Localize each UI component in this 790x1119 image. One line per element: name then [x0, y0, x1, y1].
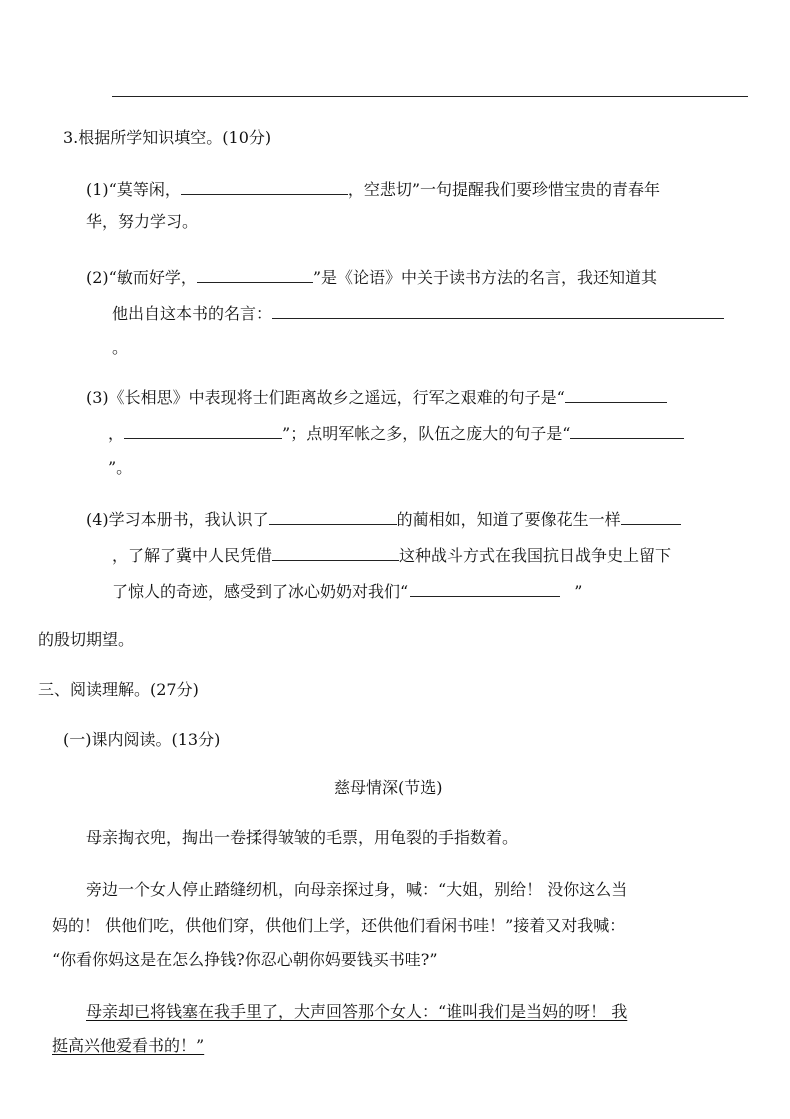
item-2-line-3: 。 [112, 338, 129, 357]
item-1-line-1 [86, 178, 660, 200]
item-4-text-e: 了惊人的奇迹，感受到了冰心奶奶对我们“ [112, 582, 409, 601]
passage-paragraph-3-line-1: 母亲却已将钱塞在我手里了，大声回答那个女人：“谁叫我们是当妈的呀！ 我 [86, 1002, 628, 1021]
item-1-text-b: ，空悲切”一句提醒我们要珍惜宝贵的青春年 [347, 180, 661, 199]
passage-title: 慈母情深(节选) [334, 778, 443, 797]
item-4-text-a: (4)学习本册书，我认识了 [86, 510, 269, 529]
item-4-line-4: 的殷切期望。 [38, 630, 135, 649]
item-2-text-c: 他出自这本书的名言： [112, 304, 273, 323]
item-2-text-a: (2)“敏而好学， [86, 268, 197, 287]
passage-paragraph-2-line-3: “你看你妈这是在怎么挣钱?你忍心朝你妈要钱买书哇?” [52, 950, 438, 969]
answer-blank-6[interactable] [570, 422, 684, 439]
item-1-line-2: 华，努力学习。 [86, 212, 199, 231]
item-3-line-2 [108, 422, 684, 444]
item-2-text-b: ”是《论语》中关于读书方法的名言，我还知道其 [312, 268, 658, 287]
answer-blank-5[interactable] [124, 422, 282, 439]
answer-blank-10[interactable] [410, 580, 560, 597]
item-4-line-1 [86, 508, 681, 530]
answer-blank-8[interactable] [621, 508, 681, 525]
top-rule [112, 96, 748, 97]
answer-blank-4[interactable] [565, 386, 667, 403]
item-3-text-b: ， [108, 424, 125, 443]
answer-blank-1[interactable] [181, 178, 348, 195]
question-3-title: 3.根据所学知识填空。(10分) [63, 128, 272, 147]
passage-paragraph-3-line-2: 挺高兴他爱看书的！” [52, 1036, 205, 1055]
subsection-1-title: (一)课内阅读。(13分) [63, 730, 221, 749]
answer-blank-7[interactable] [269, 508, 397, 525]
passage-paragraph-2-line-1: 旁边一个女人停止踏缝纫机，向母亲探过身，喊：“大姐，别给！ 没你这么当 [86, 880, 628, 899]
item-2-line-1 [86, 266, 657, 288]
item-4-text-c: ，了解了冀中人民凭借 [112, 546, 273, 565]
item-4-line-2 [112, 544, 671, 566]
section-3-title: 三、阅读理解。(27分) [38, 680, 199, 699]
item-4-text-b: 的蔺相如，知道了要像花生一样 [396, 510, 621, 529]
passage-paragraph-1: 母亲掏衣兜，掏出一卷揉得皱皱的毛票，用龟裂的手指数着。 [86, 828, 519, 847]
answer-blank-9[interactable] [272, 544, 399, 561]
item-2-line-2 [112, 302, 724, 324]
item-1-text-a: (1)“莫等闲， [86, 180, 181, 199]
answer-blank-2[interactable] [197, 266, 313, 283]
passage-paragraph-2-line-2: 妈的！ 供他们吃，供他们穿，供他们上学，还供他们看闲书哇！”接着又对我喊： [52, 916, 626, 935]
answer-blank-3[interactable] [272, 302, 724, 319]
item-3-line-1 [86, 386, 667, 408]
item-4-text-f: ” [574, 582, 583, 601]
item-3-line-3: ”。 [108, 458, 133, 477]
item-3-text-a: (3)《长相思》中表现将士们距离故乡之遥远，行军之艰难的句子是“ [86, 388, 565, 407]
item-3-text-c: ”；点明军帐之多，队伍之庞大的句子是“ [282, 424, 571, 443]
item-4-line-3 [112, 580, 582, 602]
item-4-text-d: 这种战斗方式在我国抗日战争史上留下 [399, 546, 672, 565]
